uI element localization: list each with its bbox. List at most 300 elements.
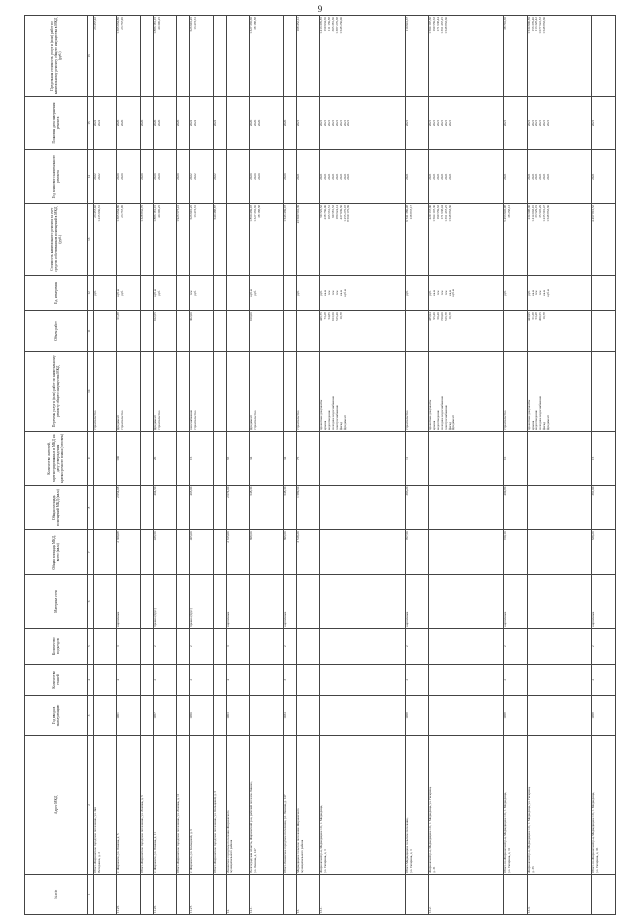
cell-line: п.м: [326, 290, 331, 296]
table-cell: [429, 311, 504, 351]
table-cell: [320, 432, 406, 486]
cell-line: 2021: [534, 173, 539, 180]
cell-line: руб.: [295, 290, 300, 296]
column-header: Ед. измерения: [25, 275, 88, 311]
cell-line: 2021: [447, 173, 452, 180]
cell-line: 2020: [256, 173, 261, 180]
table-cell: [226, 275, 249, 311]
table-row: [117, 16, 140, 915]
cell-line: строительство: [404, 410, 409, 431]
table-cell: [592, 150, 616, 204]
table-cell: [405, 874, 428, 914]
cell-line: 23 457,92: [93, 204, 97, 218]
column-header: Предельная стоимость услуг и (или) работ по капитальному ремонту общего имущества в МКД (руб.): [25, 16, 88, 97]
table-row: [405, 16, 428, 915]
cell-line: 23 457,92: [93, 17, 97, 30]
table-cell: [213, 736, 226, 875]
table-cell: [527, 203, 592, 275]
table-cell: [226, 96, 249, 150]
table-row: [140, 16, 153, 915]
cell-line: водоотведение: [534, 410, 539, 431]
cell-line: 1 886 181,16: [152, 204, 157, 222]
cell-line: 61,38: [116, 312, 121, 320]
cell-line: Итого Жирновское городское поселение, ул. Кольцевой, д. 6: [212, 790, 217, 873]
cell-line: 2020: [248, 173, 253, 180]
table-cell: 1 589,60: [296, 485, 319, 530]
column-number: 1: [88, 874, 94, 914]
column-number: 7: [88, 530, 94, 575]
cell-line: 2020: [116, 173, 121, 180]
column-number: 15: [88, 96, 94, 150]
cell-line: 1 534 906,59: [526, 17, 531, 34]
cell-line: ул. Гагарина, д. 3: [408, 849, 413, 873]
cell-line: крыша: [322, 420, 327, 431]
cell-line: кв.м: [431, 289, 436, 296]
column-header: Год ввода в эксплуатацию: [25, 695, 88, 735]
cell-line: 1 413 370,55: [319, 17, 324, 34]
table-cell: 2: [592, 664, 616, 695]
cell-line: 1 235 591,47: [542, 204, 547, 222]
table-row: [429, 16, 504, 915]
table-cell: кирпичные: [117, 575, 140, 629]
cell-line: холодное водоснабжение: [330, 395, 335, 431]
cell-line: Жирновский р-н, Медведицкое с/п, с. Медведица, ул. Гагарина,: [526, 786, 531, 873]
table-cell: [213, 275, 226, 311]
table-cell: [405, 351, 428, 432]
table-cell: [190, 736, 213, 875]
cell-line: 238 760,00: [322, 204, 327, 220]
table-cell: [504, 736, 527, 875]
cell-line: 180 624,14: [334, 204, 339, 220]
table-cell: 2: [190, 628, 213, 664]
cell-line: 199 559,63: [435, 204, 440, 220]
cell-line: 99 581,53: [330, 204, 335, 218]
cell-line: 2022: [193, 119, 198, 127]
cell-line: п.м: [435, 290, 440, 296]
cell-line: 435,94: [428, 312, 433, 322]
table-cell: [504, 311, 527, 351]
cell-line: фасад: [338, 422, 343, 431]
table-cell: [429, 351, 504, 432]
column-number: 5: [88, 628, 94, 664]
table-cell: бревно (брус): [153, 575, 176, 629]
table-cell: 2 054,08: [117, 485, 140, 530]
table-cell: 13.3.: [527, 874, 592, 914]
cell-line: строительство: [120, 410, 125, 431]
table-cell: [296, 351, 319, 432]
cell-line: 169 934,66: [322, 17, 327, 32]
cell-line: 2021: [534, 119, 539, 127]
cell-line: Жирновский р-н, Медведицкое с/п, с. Медведица,: [319, 805, 324, 873]
table-cell: [592, 874, 616, 914]
cell-line: 1 648 863,60: [443, 17, 448, 34]
table-cell: [140, 530, 153, 575]
cell-line: п.м: [534, 290, 539, 296]
table-cell: 2: [153, 628, 176, 664]
table-cell: 2: [283, 628, 296, 664]
table-cell: [296, 311, 319, 351]
table-cell: 1934: [283, 695, 296, 735]
table-row: [504, 16, 527, 915]
table-cell: [177, 16, 190, 97]
table-cell: [527, 16, 592, 97]
table-cell: [190, 275, 213, 311]
table-cell: [283, 311, 296, 351]
table-cell: кирпичные: [592, 575, 616, 629]
cell-line: Ветеранов, д. 3: [96, 852, 101, 873]
table-cell: [213, 575, 226, 629]
table-cell: [153, 16, 176, 97]
table-cell: 2 074,00: [226, 485, 249, 530]
table-cell: 4: [226, 664, 249, 695]
cell-line: 2021: [319, 173, 324, 180]
cell-line: 105 561,51: [326, 204, 331, 220]
table-cell: [249, 736, 283, 875]
cell-line: 171 638,44: [439, 204, 444, 220]
table-cell: [140, 664, 153, 695]
table-cell: 3: [226, 628, 249, 664]
cell-line: 2021: [447, 119, 452, 127]
rotated-sheet: [24, 15, 616, 915]
cell-line: 2021: [428, 119, 433, 127]
table-cell: [94, 351, 117, 432]
table-cell: [283, 96, 296, 150]
column-number: 12: [88, 275, 94, 311]
cell-line: 2021: [546, 119, 551, 127]
table-cell: [283, 16, 296, 97]
cell-line: 515,40: [334, 312, 339, 322]
cell-line: фундамент: [116, 415, 121, 431]
table-cell: [320, 575, 406, 629]
cell-line: 5 453 946,98: [503, 204, 508, 222]
table-cell: [249, 203, 283, 275]
page-number: 9: [317, 4, 323, 14]
column-header: Стоимость капитального ремонта за счет средств собственников помещений в МКД (руб.): [25, 203, 88, 275]
table-cell: [429, 575, 504, 629]
table-cell: [140, 736, 153, 875]
column-header: Материал стен: [25, 575, 88, 629]
cell-line: 437 939,50: [338, 204, 343, 220]
table-cell: 3 518,20: [296, 530, 319, 575]
cell-line: куб.м: [248, 289, 253, 297]
cell-line: п.м: [538, 290, 543, 296]
table-cell: [94, 485, 117, 530]
cell-line: крыша: [431, 420, 436, 431]
cell-line: фасад: [447, 422, 452, 431]
cell-line: холодное водоснабжение: [439, 395, 444, 431]
cell-line: фундамент: [152, 415, 157, 431]
table-cell: [117, 275, 140, 311]
table-cell: 65: [226, 432, 249, 486]
table-cell: [213, 530, 226, 575]
cell-line: 1 648 863,60: [546, 204, 551, 222]
table-cell: [190, 150, 213, 204]
cell-line: 9 741 380,48: [404, 204, 409, 222]
table-cell: [177, 351, 190, 432]
table-row: [283, 16, 296, 915]
table-cell: [140, 874, 153, 914]
cell-line: 1 361 467,25: [439, 17, 444, 34]
cell-line: 110 941,37: [404, 17, 409, 32]
cell-line: 38 188,58: [256, 204, 261, 218]
column-number: 8: [88, 485, 94, 530]
table-cell: [320, 628, 406, 664]
table-cell: [94, 16, 117, 97]
table-cell: [296, 664, 319, 695]
cell-line: строительство: [252, 410, 257, 431]
cell-line: 4 467 816,52: [591, 204, 596, 222]
table-row: [226, 16, 249, 915]
cell-line: руб.: [319, 290, 324, 296]
column-header: Количество жителей, зарегистрированных в МКД на дату утверждения краткосрочного плана (человек): [25, 432, 88, 486]
cell-line: 2021: [538, 173, 543, 180]
cell-line: 38 701,66: [503, 17, 508, 30]
cell-line: 2022: [93, 119, 97, 127]
table-cell: [177, 736, 190, 875]
table-cell: 20: [153, 432, 176, 486]
table-row: [153, 16, 176, 915]
cell-line: 8 669 176,69: [346, 204, 351, 222]
cell-line: 2020: [156, 173, 161, 180]
cell-line: 138 837,17: [408, 204, 413, 220]
table-cell: [320, 736, 406, 875]
table-cell: 12.1.: [249, 874, 283, 914]
table-cell: 648,30: [283, 485, 296, 530]
table-cell: 11.27.: [190, 874, 213, 914]
table-cell: [527, 485, 592, 530]
cell-line: 95,40: [431, 312, 436, 320]
cell-line: 2020: [139, 119, 144, 127]
table-cell: [429, 485, 504, 530]
cell-line: 2020: [282, 119, 287, 127]
cell-line: 199 559,63: [431, 17, 436, 32]
cell-line: 446,75: [319, 312, 324, 322]
cell-line: 2021: [338, 173, 343, 180]
table-cell: [429, 664, 504, 695]
table-row: [527, 16, 592, 915]
cell-line: 2021: [342, 173, 347, 180]
cell-line: 2021: [346, 173, 351, 180]
column-number: 10: [88, 351, 94, 432]
cell-line: 103,50: [330, 312, 335, 322]
cell-line: 2021: [326, 173, 331, 180]
cell-line: 2021: [338, 119, 343, 127]
cell-line: Итого Жирновское городское поселение, ул. Заи: [93, 807, 97, 873]
cell-line: водоотведение: [326, 410, 331, 431]
table-cell: 11: [405, 432, 428, 486]
table-cell: 16: [190, 432, 213, 486]
table-cell: [213, 664, 226, 695]
cell-line: 1 648 250,00: [338, 17, 343, 34]
table-cell: [527, 96, 592, 150]
cell-line: 23 609 501,39: [295, 204, 300, 224]
cell-line: 2020: [282, 173, 287, 180]
cell-line: 102,65: [152, 312, 157, 322]
table-cell: 2 369,08: [117, 530, 140, 575]
table-cell: 10: [504, 432, 527, 486]
table-cell: 405,00: [190, 485, 213, 530]
table-cell: 3: [117, 628, 140, 664]
cell-line: 2021: [326, 119, 331, 127]
cell-line: п.м: [334, 290, 339, 296]
cell-line: 1 305 064,80: [116, 204, 121, 222]
table-cell: [283, 203, 296, 275]
cell-line: руб.: [93, 290, 97, 296]
table-cell: [140, 275, 153, 311]
table-cell: 391,00: [592, 485, 616, 530]
cell-line: 302,00: [189, 312, 194, 322]
table-cell: [190, 351, 213, 432]
table-cell: [429, 16, 504, 97]
table-cell: [153, 275, 176, 311]
table-row: [213, 16, 226, 915]
cell-line: фундамент: [546, 415, 551, 431]
table-cell: 3: [283, 664, 296, 695]
table-cell: [177, 311, 190, 351]
cell-line: 40 396,25: [156, 204, 161, 218]
cell-line: 1 327 365,66: [248, 17, 253, 34]
cell-line: 2022: [93, 173, 97, 180]
table-cell: 1958: [405, 695, 428, 735]
cell-line: кв.м: [530, 289, 535, 296]
table-cell: [213, 695, 226, 735]
cell-line: 1 328 832,76: [139, 204, 144, 222]
column-header: Плановая дата завершения ремонта: [25, 96, 88, 150]
cell-line: г. Жирновск, ул. Кольцевой, д. 6: [189, 829, 194, 873]
table-cell: [117, 96, 140, 150]
table-cell: [405, 150, 428, 204]
table-cell: кирпичные: [283, 575, 296, 629]
table-cell: 11.25.: [117, 874, 140, 914]
table-cell: [429, 628, 504, 664]
table-cell: [527, 311, 592, 351]
cell-line: Итого Линевское городское поселение, ул. Ленина, д. 147: [282, 794, 287, 873]
cell-line: 2022: [96, 119, 101, 127]
table-cell: [283, 275, 296, 311]
cell-line: 60,40: [435, 312, 440, 320]
cell-line: 13 473,61: [193, 204, 198, 218]
table-cell: [140, 485, 153, 530]
table-cell: [249, 96, 283, 150]
cell-line: 1 387 276,38: [334, 17, 339, 34]
table-cell: [117, 16, 140, 97]
table-cell: [226, 351, 249, 432]
cell-line: 35 545,29: [538, 204, 543, 218]
table-row: [94, 16, 117, 915]
cell-line: 1 926 577,41: [176, 204, 181, 222]
table-cell: [177, 485, 190, 530]
cell-line: 626 991,26: [189, 204, 194, 220]
table-cell: [527, 530, 592, 575]
column-header: Адрес МКД: [25, 736, 88, 875]
cell-line: 2021: [526, 173, 531, 180]
table-cell: 707,50: [405, 530, 428, 575]
cell-line: Волгоградская область, Жирновский р-н, рабочий поселок Линево,: [248, 781, 253, 873]
capital-repair-table: [24, 15, 616, 915]
table-cell: [140, 150, 153, 204]
column-header: Перечень услуг и (или) работ по капитальному ремонту общего имущества МКД: [25, 351, 88, 432]
cell-line: 2022: [189, 173, 194, 180]
cell-line: руб.: [120, 290, 125, 296]
table-cell: [249, 575, 283, 629]
cell-line: 2020: [152, 173, 157, 180]
table-cell: [153, 311, 176, 351]
table-cell: [213, 96, 226, 150]
cell-line: 59 726,52: [319, 204, 324, 218]
table-cell: [94, 874, 117, 914]
cell-line: 2021: [334, 173, 339, 180]
cell-line: п.м: [443, 290, 448, 296]
cell-line: 2021: [334, 119, 339, 127]
table-cell: [226, 16, 249, 97]
table-cell: [94, 736, 117, 875]
table-cell: [405, 736, 428, 875]
table-cell: 2: [592, 628, 616, 664]
table-cell: 13.1.: [320, 874, 406, 914]
cell-line: 626 991,26: [189, 17, 194, 32]
table-cell: [504, 150, 527, 204]
cell-line: 2022: [193, 173, 198, 180]
cell-line: 2021: [503, 173, 508, 180]
table-cell: [226, 150, 249, 204]
cell-line: 2022: [96, 173, 101, 180]
cell-line: кв.м: [338, 289, 343, 296]
cell-line: 2021: [542, 119, 547, 127]
table-cell: [592, 16, 616, 97]
table-cell: 1961: [117, 695, 140, 735]
table-cell: [213, 485, 226, 530]
table-cell: [320, 530, 406, 575]
column-number: 13: [88, 203, 94, 275]
table-cell: [213, 432, 226, 486]
table-cell: [320, 275, 406, 311]
table-cell: [249, 16, 283, 97]
table-cell: 404,50: [153, 485, 176, 530]
cell-line: 2021: [342, 119, 347, 127]
table-cell: [140, 16, 153, 97]
table-cell: 698,60: [249, 530, 283, 575]
cell-line: 156 370,40: [530, 17, 535, 32]
table-cell: [177, 628, 190, 664]
cell-line: 2022: [212, 119, 217, 127]
table-cell: 436,50: [153, 530, 176, 575]
cell-line: 1 255 276,18: [342, 204, 347, 222]
table-cell: [177, 150, 190, 204]
column-header: Общая площадь помещений МКД (кв.м): [25, 485, 88, 530]
table-row: [320, 16, 406, 915]
cell-line: руб.: [428, 290, 433, 296]
table-cell: [592, 275, 616, 311]
cell-line: п.м: [439, 290, 444, 296]
cell-line: строительство: [193, 410, 198, 431]
cell-line: электроснабжение: [443, 405, 448, 431]
cell-line: куб.м: [546, 289, 551, 297]
cell-line: фундамент: [451, 415, 456, 431]
table-cell: [527, 695, 592, 735]
table-cell: [527, 664, 592, 695]
table-cell: кирпичные: [405, 575, 428, 629]
column-number: 4: [88, 664, 94, 695]
table-cell: [177, 695, 190, 735]
cell-line: 640 488,87: [212, 204, 217, 220]
table-cell: 405,00: [190, 530, 213, 575]
table-cell: [405, 16, 428, 97]
table-cell: [592, 96, 616, 150]
table-cell: [249, 311, 283, 351]
cell-line: п.м: [330, 290, 335, 296]
table-cell: 11.26.: [153, 874, 176, 914]
cell-line: 2021: [591, 119, 596, 127]
